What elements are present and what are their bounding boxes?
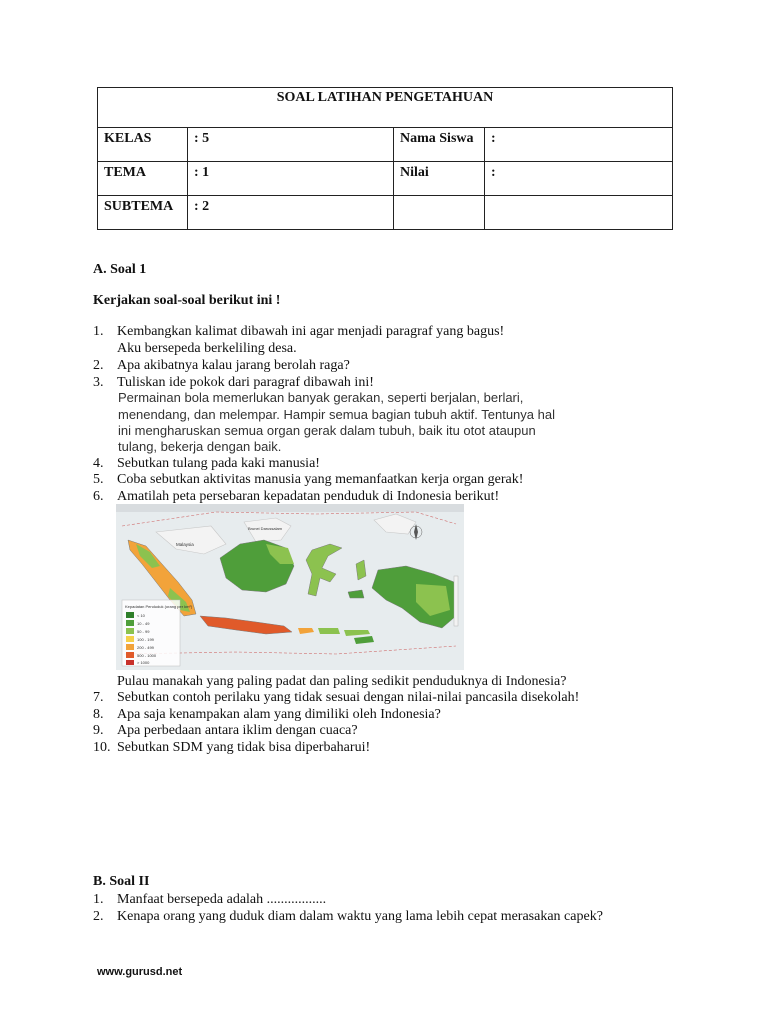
header-table xyxy=(97,87,673,230)
maluku-shape xyxy=(356,560,366,580)
question-number: 1. xyxy=(93,892,104,907)
question-number: 5. xyxy=(93,472,104,487)
question-3: Tuliskan ide pokok dari paragraf dibawah ini! xyxy=(117,375,374,390)
legend-item: > 1000 xyxy=(137,660,150,665)
subtema-label: SUBTEMA xyxy=(98,196,188,230)
question-number: 9. xyxy=(93,723,104,738)
question-number: 7. xyxy=(93,690,104,705)
kelas-label: KELAS xyxy=(98,128,188,162)
question-number: 3. xyxy=(93,375,104,390)
nama-siswa-label: Nama Siswa xyxy=(394,128,485,162)
legend-swatch xyxy=(126,636,134,642)
legend-swatch xyxy=(126,652,134,658)
question-1-sentence: Aku bersepeda berkeliling desa. xyxy=(117,341,297,356)
legend-item: 500 - 1000 xyxy=(137,653,157,658)
nilai-label: Nilai xyxy=(394,162,485,196)
legend-swatch xyxy=(126,612,134,618)
legend-swatch xyxy=(126,628,134,634)
map-top-border xyxy=(116,504,464,512)
empty-cell xyxy=(394,196,485,230)
tema-label: TEMA xyxy=(98,162,188,196)
question-number: 10. xyxy=(93,740,111,755)
legend-title: Kepadatan Penduduk (orang per km²) xyxy=(125,604,193,609)
png-border-shape xyxy=(454,576,458,626)
lombok-sumbawa-shape xyxy=(318,628,340,634)
legend-item: < 10 xyxy=(137,613,145,618)
nilai-value: : xyxy=(485,162,673,196)
legend-item: 10 - 49 xyxy=(137,621,150,626)
legend-swatch xyxy=(126,644,134,650)
section-b-question-2: Kenapa orang yang duduk diam dalam waktu yang lama lebih cepat merasakan capek? xyxy=(117,909,603,924)
footer-website: www.gurusd.net xyxy=(97,966,183,978)
question-7: Sebutkan contoh perilaku yang tidak sesuai dengan nilai-nilai pancasila disekolah! xyxy=(117,690,580,705)
question-number: 8. xyxy=(93,707,104,722)
question-6-followup: Pulau manakah yang paling padat dan paling sedikit penduduknya di Indonesia? xyxy=(117,674,567,689)
question-number: 2. xyxy=(93,358,104,373)
question-number: 4. xyxy=(93,456,104,471)
kelas-value: : 5 xyxy=(188,128,394,162)
legend-swatch xyxy=(126,660,134,665)
question-3-paragraph-line: tulang, bekerja dengan baik. xyxy=(118,439,282,454)
malaysia-label: Malaysia xyxy=(176,542,194,547)
indonesia-population-map xyxy=(116,504,464,670)
page-title: SOAL LATIHAN PENGETAHUAN xyxy=(98,88,673,128)
question-9: Apa perbedaan antara iklim dengan cuaca? xyxy=(117,723,358,738)
legend-item: 100 - 199 xyxy=(137,637,154,642)
legend-item: 50 - 99 xyxy=(137,629,150,634)
question-3-paragraph-line: ini mengharuskan semua organ gerak dalam tubuh, baik itu otot ataupun xyxy=(118,423,536,438)
legend-item: 200 - 499 xyxy=(137,645,154,650)
question-3-paragraph-line: Permainan bola memerlukan banyak gerakan, seperti berjalan, berlari, xyxy=(118,390,524,405)
question-4: Sebutkan tulang pada kaki manusia! xyxy=(117,456,320,471)
question-8: Apa saja kenampakan alam yang dimiliki oleh Indonesia? xyxy=(117,707,441,722)
brunei-label: Brunei Darussalam xyxy=(248,526,283,531)
question-5: Coba sebutkan aktivitas manusia yang memanfaatkan kerja organ gerak! xyxy=(117,472,524,487)
question-number: 6. xyxy=(93,489,104,504)
nama-siswa-value: : xyxy=(485,128,673,162)
question-number: 2. xyxy=(93,909,104,924)
section-a-heading: A. Soal 1 xyxy=(93,262,147,277)
question-1: Kembangkan kalimat dibawah ini agar menjadi paragraf yang bagus! xyxy=(117,324,505,339)
question-10: Sebutkan SDM yang tidak bisa diperbaharui! xyxy=(117,740,371,755)
empty-cell xyxy=(485,196,673,230)
question-number: 1. xyxy=(93,324,104,339)
section-b-question-1: Manfaat bersepeda adalah ................. xyxy=(117,892,327,907)
question-2: Apa akibatnya kalau jarang berolah raga? xyxy=(117,358,350,373)
legend-swatch xyxy=(126,620,134,626)
question-6: Amatilah peta persebaran kepadatan penduduk di Indonesia berikut! xyxy=(117,489,500,504)
tema-value: : 1 xyxy=(188,162,394,196)
section-b-heading: B. Soal II xyxy=(93,874,150,889)
question-3-paragraph-line: menendang, dan melempar. Hampir semua bagian tubuh aktif. Tentunya hal xyxy=(118,407,555,422)
subtema-value: : 2 xyxy=(188,196,394,230)
section-a-instruction: Kerjakan soal-soal berikut ini ! xyxy=(93,293,281,308)
